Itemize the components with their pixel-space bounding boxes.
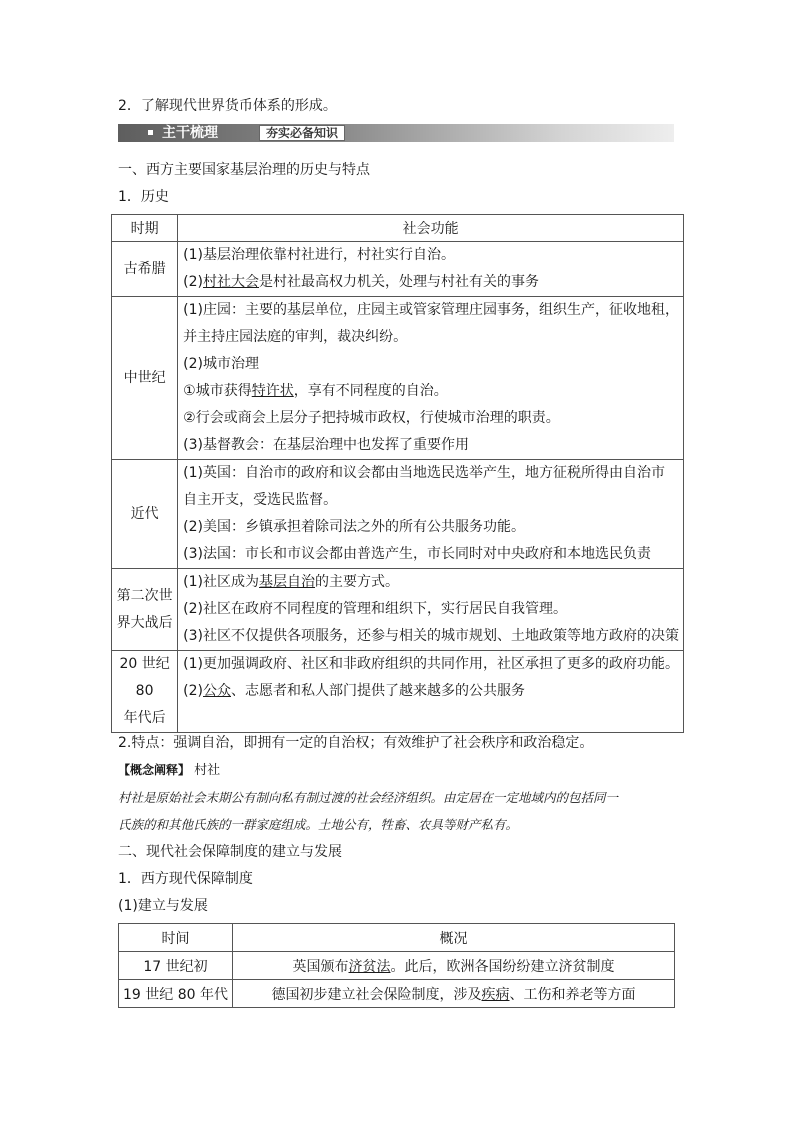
features-line: 2.特点：强调自治，即拥有一定的自治权；有效维护了社会秩序和政治稳定。: [118, 735, 594, 751]
period-cell: [112, 651, 178, 733]
function-item: (1)庄园：主要的基层单位，庄园主或管家管理庄园事务，组织生产，征收地租，: [183, 302, 679, 318]
concept-text-line: 村社是原始社会末期公有制向私有制过渡的社会经济组织。由定居在一定地域内的包括同一: [118, 790, 619, 805]
table-row: [112, 297, 684, 460]
function-item: (2)社区在政府不同程度的管理和组织下，实行居民自我管理。: [183, 601, 567, 617]
function-cell: [178, 651, 684, 733]
function-item: (2)城市治理: [183, 356, 259, 372]
function-item: (1)更加强调政府、社区和非政府组织的共同作用，社区承担了更多的政府功能。: [183, 656, 679, 672]
period-cell: 近代: [112, 460, 178, 569]
function-item: (2)村社大会是村社最高权力机关，处理与村社有关的事务: [183, 274, 539, 290]
subsection2-title: 1．西方现代保障制度: [118, 871, 253, 887]
time-cell: 17 世纪初: [119, 952, 233, 980]
table-header-row: [112, 215, 684, 242]
function-item: (1)英国：自治市的政府和议会都由当地选民选举产生，地方征税所得由自治市: [183, 465, 665, 481]
function-cell: [178, 242, 684, 297]
period-cell: 古希腊: [112, 242, 178, 297]
summary-cell: 英国颁布济贫法。此后，欧洲各国纷纷建立济贫制度: [233, 952, 675, 980]
period-line: 年代后: [123, 710, 166, 726]
table-header-row: [119, 924, 675, 952]
summary-cell: 德国初步建立社会保险制度，涉及疾病、工伤和养老等方面: [233, 980, 675, 1008]
banner-sub-label: 夯实必备知识: [259, 125, 345, 141]
header-function: 社会功能: [178, 215, 684, 242]
table-row: [112, 651, 684, 733]
function-item: (3)法国：市长和市议会都由普选产生，市长同时对中央政府和本地选民负责: [183, 546, 651, 562]
function-cell: [178, 460, 684, 569]
concept-tag: 【概念阐释】: [118, 763, 191, 777]
period-cell: 中世纪: [112, 297, 178, 460]
function-item: (3)基督教会：在基层治理中也发挥了重要作用: [183, 437, 469, 453]
function-item: ①城市获得特许状，享有不同程度的自治。: [183, 383, 448, 399]
table-row: [119, 980, 675, 1008]
function-item: (2)美国：乡镇承担着除司法之外的所有公共服务功能。: [183, 519, 525, 535]
table-row: [112, 242, 684, 297]
subsection2-1-title: (1)建立与发展: [118, 898, 208, 914]
security-table: [118, 923, 675, 1008]
banner-main-label: 主干梳理: [162, 125, 218, 141]
section2-title: 二、现代社会保障制度的建立与发展: [118, 844, 342, 860]
subsection1-title: 1．历史: [118, 189, 169, 205]
intro-line: 2．了解现代世界货币体系的形成。: [118, 98, 337, 114]
section-banner: [118, 124, 674, 142]
table-row: [119, 952, 675, 980]
history-table: [111, 214, 684, 733]
function-item: (3)社区不仅提供各项服务，还参与相关的城市规划、土地政策等地方政府的决策: [183, 628, 679, 644]
time-cell: 19 世纪 80 年代: [119, 980, 233, 1008]
concept-text-line: 氏族的和其他氏族的一群家庭组成。土地公有，牲畜、农具等财产私有。: [118, 817, 519, 832]
function-item: 并主持庄园法庭的审判，裁决纠纷。: [183, 329, 408, 345]
function-cell: [178, 297, 684, 460]
header-time: 时间: [119, 924, 233, 952]
table-row: [112, 460, 684, 569]
period-line: 第二次世: [116, 587, 173, 604]
header-summary: 概况: [233, 924, 675, 952]
concept-heading: [118, 760, 220, 781]
function-item: (2)公众、志愿者和私人部门提供了越来越多的公共服务: [183, 683, 525, 699]
table-row: [112, 569, 684, 651]
section1-title: 一、西方主要国家基层治理的历史与特点: [118, 162, 370, 178]
period-line: 界大战后: [116, 614, 173, 631]
function-item: ②行会或商会上层分子把持城市政权，行使城市治理的职责。: [183, 410, 560, 426]
function-cell: [178, 569, 684, 651]
period-line: 20 世纪 80: [119, 656, 170, 699]
period-cell: [112, 569, 178, 651]
square-bullet-icon: [148, 130, 153, 135]
function-item: 自主开支，受选民监督。: [183, 492, 338, 508]
concept-term: 村社: [194, 763, 221, 778]
function-item: (1)基层治理依靠村社进行，村社实行自治。: [183, 247, 455, 263]
function-item: (1)社区成为基层自治的主要方式。: [183, 574, 399, 590]
header-period: 时期: [112, 215, 178, 242]
